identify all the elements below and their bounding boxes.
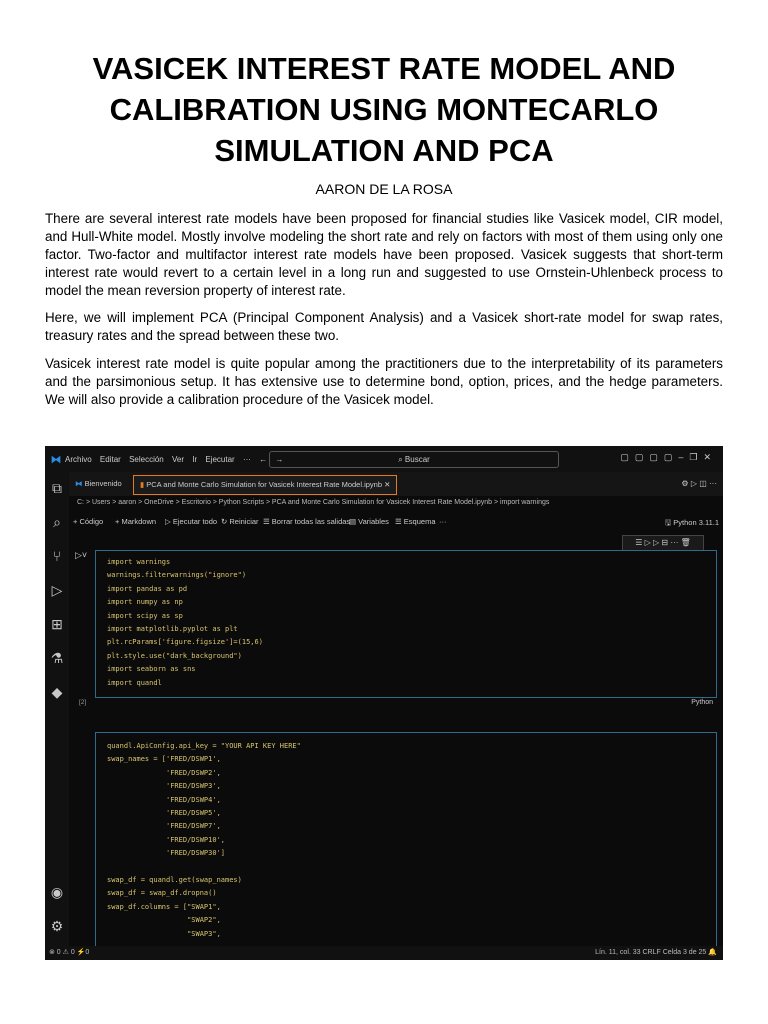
editor-actions: [681, 475, 717, 493]
add-markdown-button[interactable]: + Markdown: [115, 517, 157, 526]
search-input[interactable]: [269, 451, 559, 468]
paper-title: VASICEK INTEREST RATE MODEL AND CALIBRATION USING MONTECARLO SIMULATION AND PCA: [92, 51, 676, 168]
menu-ver[interactable]: Ver: [171, 454, 184, 464]
more-actions-icon[interactable]: ···: [709, 479, 717, 488]
notebook-toolbar: [69, 514, 723, 532]
run-icon[interactable]: ▷: [690, 479, 697, 488]
menu-seleccion[interactable]: Selección: [129, 454, 164, 464]
status-bar: [45, 946, 723, 960]
toolbar-more-button[interactable]: ···: [439, 517, 447, 526]
tab-notebook[interactable]: [133, 475, 397, 495]
vscode-logo-icon: ⧓: [50, 453, 62, 466]
menu-bar: [65, 455, 289, 464]
testing-icon[interactable]: ⚗: [50, 650, 64, 666]
editor-tabs: [69, 472, 723, 496]
cell-code-imports[interactable]: import warnings warnings.filterwarnings("ignore") import pandas as pd import numpy as np import scipy as sp import matplotlib.pyplot as plt plt.rcParams['figure.figsize']=(15,6) plt.style.use("dark_background") import seaborn as sns import quandl: [107, 558, 263, 687]
variables-button[interactable]: ▤ Variables: [349, 517, 389, 526]
restart-button[interactable]: ↻ Reiniciar: [221, 517, 259, 526]
tab-notebook-label: PCA and Monte Carlo Simulation for Vasicek Interest Rate Model.ipynb: [146, 480, 383, 489]
vscode-screenshot: [45, 446, 723, 960]
status-position-label: Lín. 11, col. 33 CRLF Celda 3 de 25: [595, 949, 707, 956]
execution-count: [2]: [79, 699, 87, 706]
search-icon[interactable]: ⌕: [53, 514, 61, 530]
clear-outputs-button[interactable]: ☰ Borrar todas las salidas: [263, 517, 351, 526]
search-placeholder: Buscar: [404, 455, 430, 464]
python-icon[interactable]: ◆: [51, 684, 63, 700]
paragraph-intro: There are several interest rate models have been proposed for financial studies like Vasicek model, CIR model, and Hull-White model. Mostly involve modeling the short rate and rely on factors with most of them using only one factor. Two-factor and multifactor interest rate models have been proposed. Vasicek suggests that short-term interest rate would revert to a certain level in a long run and suggested to use Ornstein-Uhlenbeck process to model the mean reversion property of interest rate.: [45, 211, 723, 298]
split-cell-icon[interactable]: ⊟: [661, 538, 669, 547]
run-cell-button[interactable]: ▷˅: [75, 550, 88, 560]
add-code-button[interactable]: + Código: [73, 517, 104, 526]
delete-cell-icon[interactable]: 🗑: [680, 538, 691, 547]
cell-code-data[interactable]: quandl.ApiConfig.api_key = "YOUR API KEY HERE" swap_names = ['FRED/DSWP1', 'FRED/DSWP2', 'FRED/DSWP3', 'FRED/DSWP4', 'FRED/DSWP5', 'FRED/DSWP7', 'FRED/DSWP10', 'FRED/DSWP30'] swap_df = quandl.get(swap_names) swap_df = swap_df.dropna() swap_df.columns = ["SWAP1", "SWAP2", "SWAP3",: [107, 742, 301, 938]
menu-archivo[interactable]: Archivo: [65, 454, 92, 464]
cell-language[interactable]: Python: [691, 699, 713, 706]
kernel-selector[interactable]: [665, 517, 719, 530]
cell-more-icon[interactable]: ···: [670, 538, 679, 547]
source-control-icon[interactable]: ⑂: [52, 548, 62, 564]
title-bar: [45, 446, 723, 472]
paragraph-implementation: Here, we will implement PCA (Principal Component Analysis) and a Vasicek short-rate model for swap rates, treasury rates and the spread between these two.: [45, 310, 723, 343]
activity-bar: [45, 472, 69, 960]
execute-above-icon[interactable]: ▷: [644, 538, 651, 547]
status-problems[interactable]: ⊗ 0 ⚠ 0 ⚡0: [49, 949, 90, 956]
run-by-line-icon[interactable]: ☰: [635, 538, 643, 547]
search-icon: ⌕: [398, 455, 403, 464]
author-name: AARON DE LA ROSA: [315, 181, 453, 197]
layout-icon[interactable]: ▢▢▢▢: [620, 452, 679, 462]
cell-toolbar: [622, 535, 704, 551]
menu-more[interactable]: ···: [242, 454, 251, 464]
minimize-icon[interactable]: –: [678, 452, 690, 462]
extensions-icon[interactable]: ⊞: [51, 616, 63, 632]
back-arrow-icon[interactable]: ←: [259, 454, 268, 464]
run-all-button[interactable]: ▷ Ejecutar todo: [165, 517, 218, 526]
settings-gear-icon[interactable]: ⚙: [50, 918, 64, 934]
execute-below-icon[interactable]: ▷: [653, 538, 660, 547]
paragraph-popularity: Vasicek interest rate model is quite popular among the practitioners due to the interpretability of its parameters and the parsimonious setup. It has extensive use to determine bond, option, prices, and the hedge parameters. We will also provide a calibration procedure of the Vasicek model.: [45, 356, 723, 407]
kernel-icon: 🖫: [664, 518, 674, 527]
tab-welcome[interactable]: [69, 475, 128, 493]
menu-ejecutar[interactable]: Ejecutar: [205, 454, 235, 464]
vscode-tab-icon: ⧓: [75, 479, 85, 488]
settings-sync-icon[interactable]: ⚙: [681, 479, 689, 488]
account-icon[interactable]: ◉: [50, 884, 64, 900]
run-debug-icon[interactable]: ▷: [51, 582, 63, 598]
status-position[interactable]: [595, 946, 717, 960]
breadcrumb[interactable]: C: > Users > aaron > OneDrive > Escritorio > Python Scripts > PCA and Monte Carlo Simulation for Vasicek Interest Rate Model.ipynb > import warnings: [77, 499, 550, 506]
restore-icon[interactable]: ❐: [689, 452, 704, 462]
outline-button[interactable]: ☰ Esquema: [395, 517, 436, 526]
window-controls: [620, 452, 717, 463]
kernel-label: Python 3.11.1: [673, 518, 719, 527]
forward-arrow-icon[interactable]: →: [275, 454, 284, 464]
close-icon[interactable]: ✕: [703, 452, 717, 462]
explorer-icon[interactable]: ⧉: [52, 480, 62, 496]
split-editor-icon[interactable]: ◫: [699, 479, 707, 488]
close-tab-icon[interactable]: ✕: [382, 480, 391, 489]
menu-ir[interactable]: Ir: [192, 454, 198, 464]
tab-welcome-label: Bienvenido: [84, 479, 122, 488]
notifications-icon[interactable]: 🔔: [708, 949, 717, 956]
menu-editar[interactable]: Editar: [99, 454, 121, 464]
notebook-file-icon: ▮: [140, 480, 147, 489]
